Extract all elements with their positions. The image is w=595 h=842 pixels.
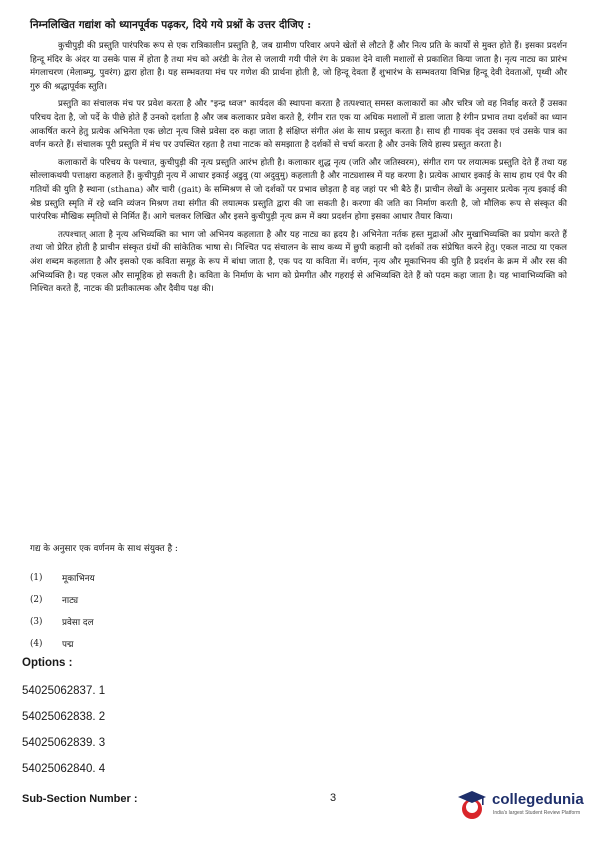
collegedunia-logo <box>455 785 590 825</box>
choice-item <box>30 567 330 589</box>
page-number: 3 <box>330 792 337 804</box>
answer-choices <box>30 567 330 655</box>
logo-name: collegedunia <box>492 791 584 808</box>
choice-number: (2) <box>30 595 43 605</box>
choice-text: पद्म <box>62 640 74 650</box>
choice-number: (1) <box>30 573 43 583</box>
option-id: 54025062840. 4 <box>22 763 106 775</box>
choice-number: (4) <box>30 639 43 649</box>
option-id: 54025062837. 1 <box>22 685 106 697</box>
options-label: Options : <box>22 657 73 669</box>
option-id: 54025062839. 3 <box>22 737 106 749</box>
choice-item <box>30 589 330 611</box>
choice-text: नाट्य <box>62 596 79 606</box>
passage-paragraph: कलाकारों के परिचय के पश्चात, कुचीपुड़ी की नृत्य प्रस्तुति आरंभ होती है। कलाकार शुद्ध नृत्य (जति और जतिस्वरम), संगीत राग पर लयात्मक प्रस्तुति देते हैं तथा यह सोल्लाकथयी पत्ताक्षरा कहलाते हैं। कुचीपुड़ी नृत्य में आधार इकाई अडुवु (या अदुवुमु) कहलाती है और नाट्यशास्त्र में यह करणा है। प्रत्येक आधार इकाई के साथ हाथ एवं पैर की गतियों की युति है स्थाना (sthana) और चारी (gait) के सम्मिश्रण से जो दर्शकों पर प्रभाव छोड़ता है वह जहां पर भी बैठे हैं। प्राचीन लेखों के अनुसार प्रत्येक नृत्य इकाई की श्रेष्ठ प्रस्तुति स्मृति में रहे ध्वनि व्यंजन मिश्रण तथा संगीत की लयात्मक प्रस्तुति द्वारा की जा सकती है। करणा की जति का निर्माण करती है, जो मौलिक रूप से संस्कृत की पारंपरिक मौखिक स्मृतियों से निर्मित हैं। आगे चलकर लिखित और इसने कुचीपुड़ी नृत्य क्रम में क्या प्रदर्शन होगा इसका आधार तैयार किया। <box>30 157 567 223</box>
choice-text: मूकाभिनय <box>62 574 95 584</box>
passage-heading: निम्नलिखित गद्यांश को ध्यानपूर्वक पढ़कर, दिये गये प्रश्नों के उत्तर दीजिए : <box>30 19 312 31</box>
subsection-label: Sub-Section Number : <box>22 793 138 805</box>
logo-tagline: India's largest Student Review Platform <box>493 810 581 816</box>
choice-number: (3) <box>30 617 43 627</box>
options-list <box>22 684 105 788</box>
choice-text: प्रवेसा दल <box>62 618 94 628</box>
question-text: गद्य के अनुसार एक वर्णनम के साथ संयुक्त है : <box>30 544 178 554</box>
graduation-cap-icon <box>455 787 489 823</box>
choice-item <box>30 611 330 633</box>
passage-body <box>30 40 567 301</box>
option-id: 54025062838. 2 <box>22 711 106 723</box>
passage-paragraph: कुचीपुड़ी की प्रस्तुति पारंपरिक रूप से एक रात्रिकालीन प्रस्तुति है, जब ग्रामीण परिवार अपने खेतों से लौटते हैं और नित्य प्रति के कार्यों से मुक्त होते हैं। इसका प्रदर्शन हिन्दू मंदिर के अंदर या उसके पास में होता है तथा मंच को अरंडी के तेल से जलायी गयी पीले रंग के प्रकाश देने वाली मशालों से प्रकाशित किया जाता है। नृत्य नाट्य का प्रारंभ मंगलाचरण (मेलाब्म्पु, पुवरंग) द्वारा होता है। यह सम्भवतया मंच पर गणेश की प्रार्थना होती है, जो हिन्दू देवता हैं शुभारंभ के सम्भवतया विभिन्न हिन्दू देवी देवताओं, पृथ्वी और गुरु की श्रद्धापूर्वक स्तुति। <box>30 41 567 92</box>
passage-paragraph: तत्पश्चात् आता है नृत्य अभिव्यक्ति का भाग जो अभिनय कहलाता है और यह नाट्य का ह्रदय है। अभिनेता नर्तक हस्त मुद्राओं और मुखाभिव्यक्ति का प्रयोग करते हैं तथा जो प्रेरित होती है प्राचीन संस्कृत ग्रंथों की सांकेतिक भाषा से। निश्चित पद संचालन के साथ कथ्य में छुपी कहानी को दर्शकों तक संप्रेषित करने हेतु। एकल नाट्य या एकल अंश शब्दम कहलाता है और इसको एक कविता समूह के रूप में बांधा जाता है, एक पद या कविता में। वर्णम, नृत्य और मूकाभिनय की युति है प्रदर्शन के क्रम में और रस की अभिव्यक्ति है। यह एकल और सामूहिक हो सकती है। कविता के निर्माण के भाग को प्रेमगीत और गहराई से अभिव्यक्ति देते हैं को पदम कहा जाता है। यह भावाभिव्यक्ति को निश्चित करते हैं, नाटक की प्रतीकात्मक और दैवीय पक्ष की। <box>30 229 567 295</box>
passage-paragraph: प्रस्तुति का संचालक मंच पर प्रवेश करता है और "इन्द्र ध्वज" कार्यदल की स्थापना करता है तत्पश्चात् समस्त कलाकारों का और चरित्र जो वह निर्वाह करते हैं उसका परिचय देता है, जो पर्दे के पीछे होते हैं उनको दर्शाता है और जब कलाकार प्रवेश करते है, रंगीन रात एक या अधिक मशालों में डाला जाता है रंगीन प्रभाव तथा दर्शकों का ध्यान आकर्षित करने हेतु प्रत्येक अभिनेता एक छोटा नृत्य जिसे प्रवेसा दरु कहा जाता है संक्षिप्त संगीत अंश के साथ प्रस्तुत करता है। साथ ही गायक वृंद उसका एवं उसके पात्र का वर्णन करते हैं। संचालक पूरी प्रस्तुति में मंच पर उपस्थित रहता है तथा नाटक को समझाता है दर्शकों से चर्चा करता है और उनके लिये हास्य प्रस्तुत करता है। <box>30 99 567 151</box>
choice-item <box>30 633 330 655</box>
